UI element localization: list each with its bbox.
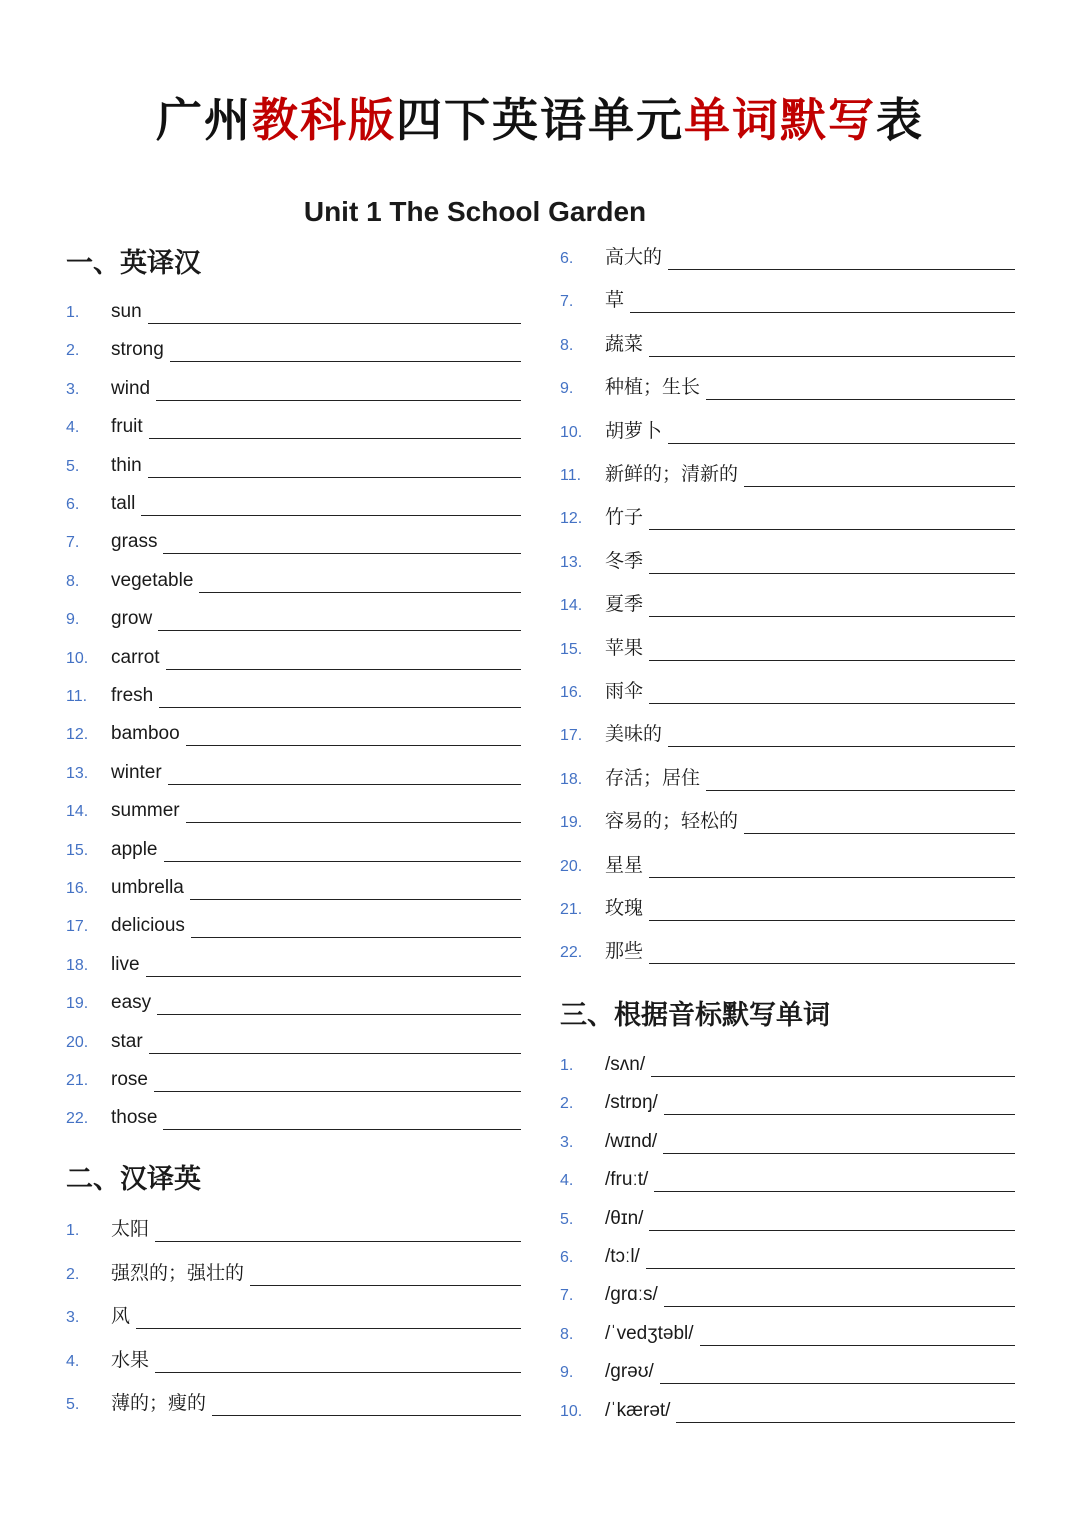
question-number: 2. (66, 1265, 80, 1283)
question-number: 17. (66, 918, 89, 936)
question-number: 21. (66, 1072, 89, 1089)
question-row (560, 1158, 1015, 1192)
question-number: 4. (66, 419, 80, 437)
question-prompt: 冬季 (605, 550, 644, 572)
question-prompt: 蔬菜 (605, 333, 644, 355)
question-prompt: grow (111, 608, 153, 630)
answer-line[interactable] (649, 876, 1015, 878)
question-prompt: rose (111, 1069, 148, 1090)
question-row (560, 453, 1015, 487)
question-row (66, 405, 521, 439)
question-row (66, 981, 521, 1015)
question-number: 1. (560, 1057, 574, 1074)
question-number: 14. (66, 803, 89, 821)
question-number: 13. (66, 764, 89, 782)
answer-line[interactable] (649, 919, 1015, 921)
question-row (66, 1096, 521, 1130)
question-row (560, 1273, 1015, 1307)
question-prompt: /ˈkærət/ (605, 1399, 671, 1421)
question-number: 15. (66, 841, 89, 859)
title-part: 单词默写 (684, 93, 876, 147)
question-prompt: /strɒŋ/ (605, 1092, 658, 1114)
question-prompt: star (111, 1030, 143, 1052)
answer-line[interactable] (663, 1152, 1015, 1154)
question-prompt: vegetable (111, 569, 194, 591)
question-row (560, 844, 1015, 878)
question-number: 19. (560, 814, 583, 832)
title-part: 表 (876, 93, 924, 147)
question-number: 6. (560, 250, 574, 267)
question-number: 17. (560, 727, 583, 745)
question-row (560, 887, 1015, 921)
question-prompt: thin (111, 454, 142, 476)
title-part: 教科版 (252, 93, 396, 147)
answer-line[interactable] (668, 745, 1015, 747)
answer-line[interactable] (166, 668, 521, 670)
question-number: 14. (560, 597, 583, 615)
question-number: 9. (560, 380, 574, 398)
question-number: 3. (66, 1309, 80, 1327)
question-number: 5. (66, 1396, 80, 1414)
answer-line[interactable] (250, 1284, 521, 1286)
question-row (560, 496, 1015, 530)
question-row (560, 930, 1015, 964)
question-row (560, 1120, 1015, 1154)
question-number: 11. (560, 467, 582, 484)
question-row (66, 520, 521, 554)
answer-line[interactable] (146, 975, 521, 977)
question-number: 12. (560, 510, 583, 528)
question-number: 15. (560, 640, 583, 658)
answer-line[interactable] (649, 572, 1015, 574)
answer-line[interactable] (630, 311, 1015, 313)
unit-title: Unit 1 The School Garden (303, 196, 647, 227)
question-prompt: 雨伞 (605, 681, 644, 702)
answer-line[interactable] (664, 1113, 1015, 1115)
question-prompt: carrot (111, 646, 160, 668)
question-prompt: 水果 (111, 1349, 150, 1371)
question-number: 3. (560, 1133, 574, 1151)
answer-line[interactable] (654, 1190, 1015, 1192)
answer-line[interactable] (149, 437, 521, 439)
question-number: 1. (66, 1222, 80, 1239)
question-row (66, 712, 521, 746)
answer-line[interactable] (651, 1075, 1015, 1077)
question-row (560, 627, 1015, 661)
answer-line[interactable] (676, 1421, 1015, 1423)
question-row (66, 674, 521, 708)
question-row (66, 1252, 521, 1286)
question-number: 8. (560, 336, 574, 354)
answer-line[interactable] (148, 322, 521, 324)
question-row (560, 713, 1015, 747)
question-row (560, 583, 1015, 617)
question-row (66, 828, 521, 862)
answer-line[interactable] (190, 898, 521, 900)
question-prompt: 胡萝卜 (605, 420, 663, 442)
question-number: 19. (66, 995, 89, 1013)
answer-line[interactable] (149, 1052, 521, 1054)
question-number: 8. (66, 572, 80, 590)
question-number: 13. (560, 553, 583, 571)
answer-line[interactable] (191, 936, 521, 938)
question-prompt: /tɔːl/ (605, 1246, 640, 1267)
question-prompt: 高大的 (605, 247, 663, 268)
question-prompt: those (111, 1107, 158, 1129)
answer-line[interactable] (668, 268, 1015, 270)
question-row (66, 1020, 521, 1054)
question-number: 8. (560, 1325, 574, 1343)
section-heading-en-to-cn: 一、英译汉 (66, 248, 201, 279)
question-prompt: fresh (111, 685, 154, 706)
answer-line[interactable] (700, 1344, 1015, 1346)
answer-line[interactable] (649, 702, 1015, 704)
question-row (560, 800, 1015, 834)
question-number: 18. (560, 770, 583, 788)
question-row (560, 757, 1015, 791)
question-number: 16. (66, 880, 89, 897)
question-row (66, 290, 521, 324)
question-prompt: /grɑːs/ (605, 1284, 658, 1306)
question-number: 10. (560, 423, 583, 441)
question-row (560, 670, 1015, 704)
question-number: 7. (560, 293, 574, 311)
question-number: 20. (560, 857, 583, 875)
question-row (66, 597, 521, 631)
answer-line[interactable] (136, 1327, 521, 1329)
question-prompt: /fruːt/ (605, 1169, 649, 1191)
answer-line[interactable] (155, 1371, 521, 1373)
question-number: 6. (66, 496, 80, 513)
question-row (560, 279, 1015, 313)
question-number: 10. (66, 649, 89, 667)
answer-line[interactable] (646, 1267, 1015, 1269)
question-prompt: sun (111, 301, 142, 322)
question-number: 16. (560, 684, 583, 701)
question-prompt: /grəʊ/ (605, 1361, 654, 1383)
question-number: 9. (560, 1364, 574, 1382)
question-prompt: /θɪn/ (605, 1207, 644, 1229)
question-row (560, 366, 1015, 400)
question-prompt: apple (111, 838, 158, 860)
answer-line[interactable] (154, 1090, 521, 1092)
answer-line[interactable] (212, 1414, 521, 1416)
answer-line[interactable] (158, 629, 521, 631)
section-heading-phonetic: 三、根据音标默写单词 (560, 1000, 830, 1031)
question-prompt: bamboo (111, 723, 180, 745)
answer-line[interactable] (664, 1305, 1015, 1307)
question-number: 22. (66, 1110, 89, 1128)
answer-line[interactable] (744, 485, 1015, 487)
question-number: 5. (560, 1210, 574, 1228)
question-number: 1. (66, 304, 80, 321)
section-heading-cn-to-en: 二、汉译英 (66, 1164, 201, 1195)
question-row (66, 482, 521, 516)
question-prompt: 那些 (605, 941, 644, 963)
answer-line[interactable] (744, 832, 1015, 834)
question-row (66, 559, 521, 593)
question-row (560, 236, 1015, 270)
question-prompt: 容易的；轻松的 (605, 811, 739, 833)
question-prompt: /sʌn/ (605, 1054, 646, 1075)
question-prompt: 美味的 (605, 724, 663, 746)
question-number: 4. (66, 1352, 80, 1370)
question-prompt: 苹果 (605, 637, 644, 659)
question-prompt: fruit (111, 416, 143, 438)
question-prompt: 玫瑰 (605, 898, 644, 919)
question-row (66, 636, 521, 670)
answer-line[interactable] (186, 821, 521, 823)
question-number: 2. (560, 1095, 574, 1113)
answer-line[interactable] (163, 1128, 521, 1130)
question-row (66, 789, 521, 823)
question-row (66, 444, 521, 478)
question-row (66, 1339, 521, 1373)
answer-line[interactable] (649, 615, 1015, 617)
answer-line[interactable] (706, 789, 1015, 791)
question-prompt: 强烈的；强壮的 (111, 1262, 245, 1284)
answer-line[interactable] (156, 399, 521, 401)
answer-line[interactable] (706, 398, 1015, 400)
question-prompt: 种植；生长 (605, 377, 701, 399)
question-prompt: /ˈvedʒtəbl/ (605, 1322, 694, 1344)
question-row (66, 866, 521, 900)
question-row (66, 751, 521, 785)
question-row (560, 1043, 1015, 1077)
question-row (66, 943, 521, 977)
question-row (66, 1058, 521, 1092)
answer-line[interactable] (164, 860, 522, 862)
question-number: 11. (66, 688, 88, 705)
question-prompt: wind (111, 377, 151, 399)
title-part: 广州 (156, 93, 252, 147)
question-prompt: 风 (111, 1306, 131, 1328)
question-prompt: /wɪnd/ (605, 1130, 658, 1152)
question-prompt: winter (111, 761, 162, 783)
question-prompt: delicious (111, 915, 185, 937)
question-prompt: 夏季 (605, 594, 644, 616)
question-number: 5. (66, 457, 80, 475)
question-prompt: tall (111, 493, 136, 514)
question-prompt: 星星 (605, 854, 644, 876)
question-prompt: 存活；居住 (605, 767, 701, 789)
answer-line[interactable] (170, 360, 521, 362)
answer-line[interactable] (649, 528, 1015, 530)
answer-line[interactable] (649, 1229, 1015, 1231)
answer-line[interactable] (199, 591, 521, 593)
answer-line[interactable] (660, 1382, 1015, 1384)
question-row (66, 328, 521, 362)
question-prompt: summer (111, 800, 180, 822)
question-number: 10. (560, 1402, 583, 1420)
answer-line[interactable] (141, 514, 521, 516)
answer-line[interactable] (155, 1240, 521, 1242)
question-row (66, 1295, 521, 1329)
question-prompt: live (111, 953, 140, 975)
question-prompt: 薄的；瘦的 (111, 1393, 207, 1415)
question-number: 20. (66, 1033, 89, 1051)
answer-line[interactable] (668, 442, 1015, 444)
question-prompt: grass (111, 531, 158, 553)
question-row (560, 410, 1015, 444)
question-number: 18. (66, 956, 89, 974)
answer-line[interactable] (159, 706, 521, 708)
question-number: 21. (560, 901, 583, 918)
answer-line[interactable] (163, 552, 521, 554)
title-part: 四下英语单元 (396, 93, 684, 147)
question-number: 7. (66, 534, 80, 552)
question-row (560, 1312, 1015, 1346)
question-prompt: 新鲜的；清新的 (605, 464, 739, 485)
question-prompt: 太阳 (111, 1219, 150, 1240)
answer-line[interactable] (168, 783, 521, 785)
question-number: 12. (66, 726, 89, 744)
question-prompt: umbrella (111, 877, 184, 898)
question-row (560, 1197, 1015, 1231)
question-prompt: strong (111, 339, 164, 361)
answer-line[interactable] (649, 962, 1015, 964)
question-number: 7. (560, 1287, 574, 1305)
answer-line[interactable] (649, 659, 1015, 661)
page-title (0, 88, 1080, 152)
question-row (560, 1081, 1015, 1115)
question-row (66, 1382, 521, 1416)
question-number: 6. (560, 1249, 574, 1266)
question-row (560, 1235, 1015, 1269)
question-row (560, 323, 1015, 357)
answer-line[interactable] (186, 744, 521, 746)
question-row (560, 1350, 1015, 1384)
question-row (560, 540, 1015, 574)
question-row (560, 1389, 1015, 1423)
question-prompt: easy (111, 992, 152, 1014)
question-number: 3. (66, 380, 80, 398)
question-prompt: 草 (605, 290, 625, 312)
question-row (66, 904, 521, 938)
answer-line[interactable] (157, 1013, 521, 1015)
question-number: 22. (560, 944, 583, 962)
question-number: 2. (66, 342, 80, 360)
question-number: 4. (560, 1172, 574, 1190)
answer-line[interactable] (649, 355, 1015, 357)
question-row (66, 367, 521, 401)
question-row (66, 1208, 521, 1242)
question-prompt: 竹子 (605, 507, 644, 529)
answer-line[interactable] (148, 476, 521, 478)
question-number: 9. (66, 611, 80, 629)
